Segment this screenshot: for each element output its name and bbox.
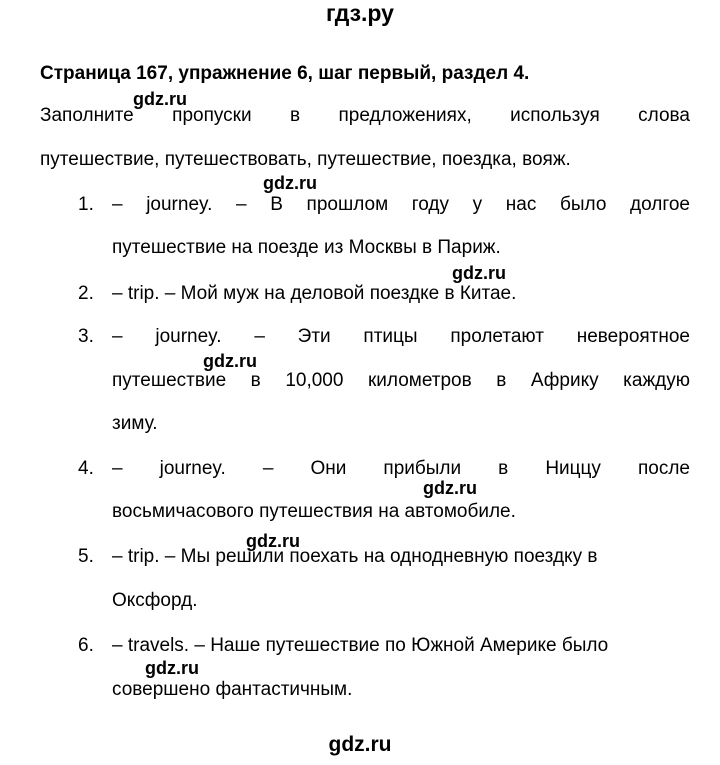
- item-number: 3.: [78, 326, 94, 347]
- item-number: 4.: [78, 458, 94, 479]
- site-footer: gdz.ru: [328, 733, 392, 756]
- list-item-line: совершено фантастичным.: [112, 679, 353, 700]
- list-item-line: восьмичасового путешествия на автомобиле.: [112, 501, 516, 522]
- list-item-line: – travels. – Наше путешествие по Южной Америке было: [112, 635, 609, 656]
- item-number: 5.: [78, 546, 94, 567]
- list-item-line: – journey. – В прошлом году у нас было долгое: [112, 194, 690, 215]
- list-item-line: – trip. – Мой муж на деловой поездке в Китае.: [112, 283, 517, 304]
- watermark: gdz.ru: [133, 89, 187, 109]
- list-item-line: – journey. – Эти птицы пролетают невероятное: [112, 326, 690, 347]
- watermark: gdz.ru: [423, 478, 477, 498]
- site-title: гдз.ру: [326, 0, 394, 26]
- list-item-line: зиму.: [112, 413, 158, 434]
- watermark: gdz.ru: [263, 173, 317, 193]
- list-item-line: Оксфорд.: [112, 590, 198, 611]
- instruction-line: путешествие, путешествовать, путешествие, поездка, вояж.: [40, 149, 571, 170]
- item-number: 2.: [78, 283, 94, 304]
- watermark: gdz.ru: [246, 531, 300, 551]
- item-number: 1.: [78, 194, 94, 215]
- watermark: gdz.ru: [452, 263, 506, 283]
- list-item-line: путешествие на поезде из Москвы в Париж.: [112, 237, 501, 258]
- watermark: gdz.ru: [203, 351, 257, 371]
- list-item-line: путешествие в 10,000 километров в Африку каждую: [112, 370, 690, 391]
- watermark: gdz.ru: [145, 658, 199, 678]
- list-item-line: – trip. – Мы решили поехать на однодневную поездку в: [112, 546, 598, 567]
- instruction-line: Заполните пропуски в предложениях, используя слова: [40, 105, 690, 126]
- page-heading: Страница 167, упражнение 6, шаг первый, раздел 4.: [40, 63, 530, 84]
- item-number: 6.: [78, 635, 94, 656]
- list-item-line: – journey. – Они прибыли в Ниццу после: [112, 458, 690, 479]
